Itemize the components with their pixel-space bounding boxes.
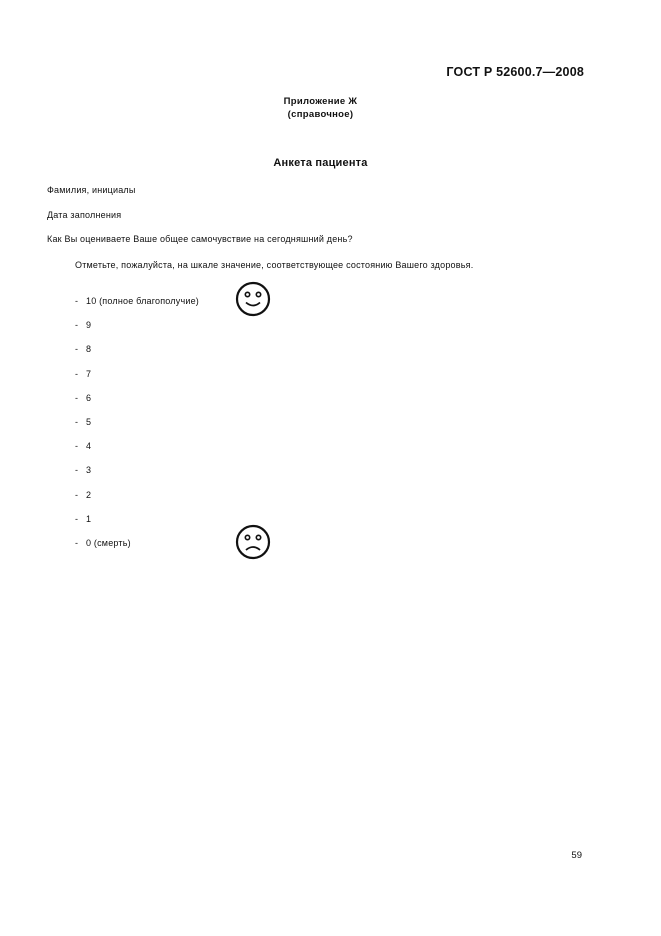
scale-item-10[interactable]	[75, 296, 199, 320]
standard-id: ГОСТ Р 52600.7—2008	[446, 65, 584, 79]
scale-item-marker: -	[75, 296, 79, 306]
wellbeing-question: Как Вы оцениваете Ваше общее самочувствие на сегодняшний день?	[47, 234, 353, 244]
name-field-label: Фамилия, инициалы	[47, 185, 136, 195]
scale-item-label: 5	[86, 416, 92, 427]
scale-item-marker: -	[75, 537, 79, 548]
page-number: 59	[571, 850, 582, 861]
scale-item-marker: -	[75, 392, 79, 403]
scale-item-label: 3	[86, 465, 92, 476]
annex-subtitle: (справочное)	[287, 109, 354, 120]
scale-item-marker: -	[75, 465, 79, 476]
scale-item-marker: -	[75, 416, 79, 427]
scale-item-label: 4	[86, 441, 92, 452]
scale-item-marker: -	[75, 489, 79, 500]
scale-item-marker: -	[75, 441, 79, 452]
scale-item-marker: -	[75, 368, 79, 379]
scale-item-label: 8	[86, 344, 92, 355]
scale-item-6[interactable]	[75, 393, 199, 417]
frowning-face-icon	[235, 524, 271, 560]
wellbeing-scale	[75, 296, 199, 562]
scale-item-9[interactable]	[75, 320, 199, 344]
scale-item-label: 9	[86, 320, 92, 331]
scale-item-marker: -	[75, 513, 79, 524]
scale-item-5[interactable]	[75, 417, 199, 441]
date-field-label: Дата заполнения	[47, 210, 122, 220]
form-title: Анкета пациента	[273, 157, 368, 169]
scale-item-label: 2	[86, 489, 92, 500]
scale-item-label: 1	[86, 513, 92, 524]
annex-title: Приложение Ж	[283, 96, 358, 107]
scale-item-marker: -	[75, 344, 79, 355]
scale-instruction: Отметьте, пожалуйста, на шкале значение, соответствующее состоянию Вашего здоровья.	[75, 260, 474, 270]
scale-item-label: 10 (полное благополучие)	[86, 296, 199, 306]
scale-item-2[interactable]	[75, 490, 199, 514]
scale-item-0[interactable]	[75, 538, 199, 562]
scale-item-marker: -	[75, 320, 79, 331]
scale-item-8[interactable]	[75, 344, 199, 368]
smiley-face-icon	[235, 281, 271, 317]
scale-item-label: 0 (смерть)	[86, 537, 131, 548]
scale-item-3[interactable]	[75, 465, 199, 489]
scale-item-4[interactable]	[75, 441, 199, 465]
scale-item-label: 7	[86, 368, 92, 379]
scale-item-7[interactable]	[75, 369, 199, 393]
scale-item-label: 6	[86, 392, 92, 403]
scale-item-1[interactable]	[75, 514, 199, 538]
